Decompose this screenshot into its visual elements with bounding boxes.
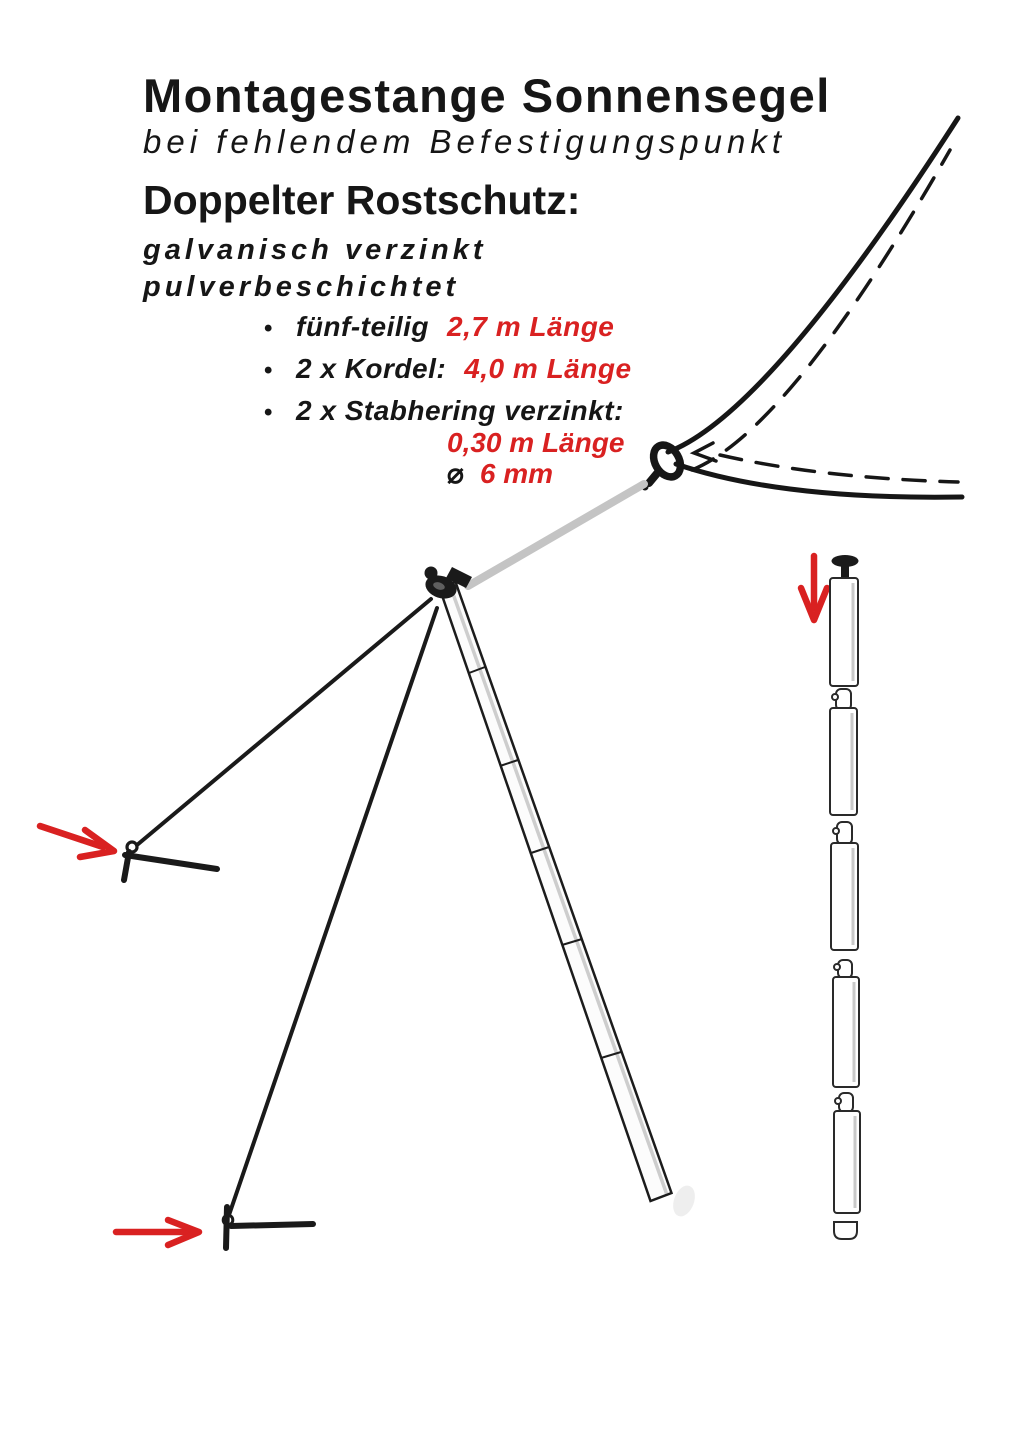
spec-label: 2 x Kordel: bbox=[296, 353, 447, 384]
cord-line bbox=[468, 484, 644, 586]
spec-value: 4,0 m Länge bbox=[464, 353, 632, 384]
red-arrow-bottom bbox=[116, 1220, 199, 1245]
bullet-icon: • bbox=[264, 315, 273, 342]
sail-corner-drawing bbox=[642, 118, 963, 497]
bullet-icon: • bbox=[264, 357, 273, 384]
guy-line-left bbox=[137, 599, 431, 845]
red-arrow-down bbox=[801, 556, 827, 620]
stake-bottom bbox=[223, 1207, 313, 1248]
guy-line-right bbox=[229, 608, 437, 1215]
spec-label: 2 x Stabhering verzinkt: bbox=[296, 395, 624, 426]
spec-value: 2,7 m Länge bbox=[447, 311, 615, 342]
diameter-icon: ⌀ bbox=[447, 458, 464, 489]
spec-item-cord bbox=[264, 353, 632, 385]
spec-item-sections bbox=[264, 311, 614, 343]
stake-left-rod bbox=[125, 855, 217, 869]
pole-segment-3 bbox=[831, 822, 858, 950]
sail-dashed-seam-bottom bbox=[720, 455, 958, 482]
stake-diameter-row bbox=[447, 457, 553, 490]
spec-item-stakes bbox=[264, 395, 642, 427]
segment-cap-stem bbox=[841, 564, 849, 578]
segment-end-cap bbox=[834, 1222, 857, 1239]
rust-protection-line-powdercoated: pulverbeschichtet bbox=[143, 271, 460, 303]
spec-label: fünf-teilig bbox=[296, 311, 430, 342]
pole-shading bbox=[452, 590, 667, 1194]
segments-column bbox=[830, 555, 860, 1239]
stake-left bbox=[124, 842, 217, 880]
stake-bottom-pin bbox=[226, 1207, 227, 1248]
stake-length-value: 0,30 m Länge bbox=[447, 427, 625, 458]
pole-tip-shadow bbox=[669, 1183, 699, 1220]
pole-segment-2 bbox=[830, 689, 857, 815]
sail-edge-top bbox=[668, 118, 958, 452]
red-arrows bbox=[40, 556, 827, 1245]
rust-protection-heading: Doppelter Rostschutz: bbox=[143, 177, 581, 223]
stake-bottom-rod bbox=[231, 1224, 313, 1226]
sail-seam-chevron bbox=[694, 443, 716, 461]
pole-head-knob bbox=[425, 567, 438, 580]
rust-protection-line-galvanized: galvanisch verzinkt bbox=[143, 234, 487, 266]
pole-segment-4 bbox=[833, 960, 859, 1087]
page-title: Montagestange Sonnensegel bbox=[143, 69, 831, 122]
pole-head bbox=[422, 567, 472, 603]
stake-diameter-value: 6 mm bbox=[479, 458, 554, 489]
page-subtitle: bei fehlendem Befestigungspunkt bbox=[143, 123, 787, 160]
bullet-icon: • bbox=[264, 399, 273, 426]
pole-segment-1 bbox=[830, 555, 859, 686]
corner-hook bbox=[649, 471, 659, 483]
red-arrow-left bbox=[40, 826, 114, 857]
telescopic-pole-drawing bbox=[422, 567, 698, 1220]
pole-segment-5 bbox=[834, 1093, 860, 1213]
